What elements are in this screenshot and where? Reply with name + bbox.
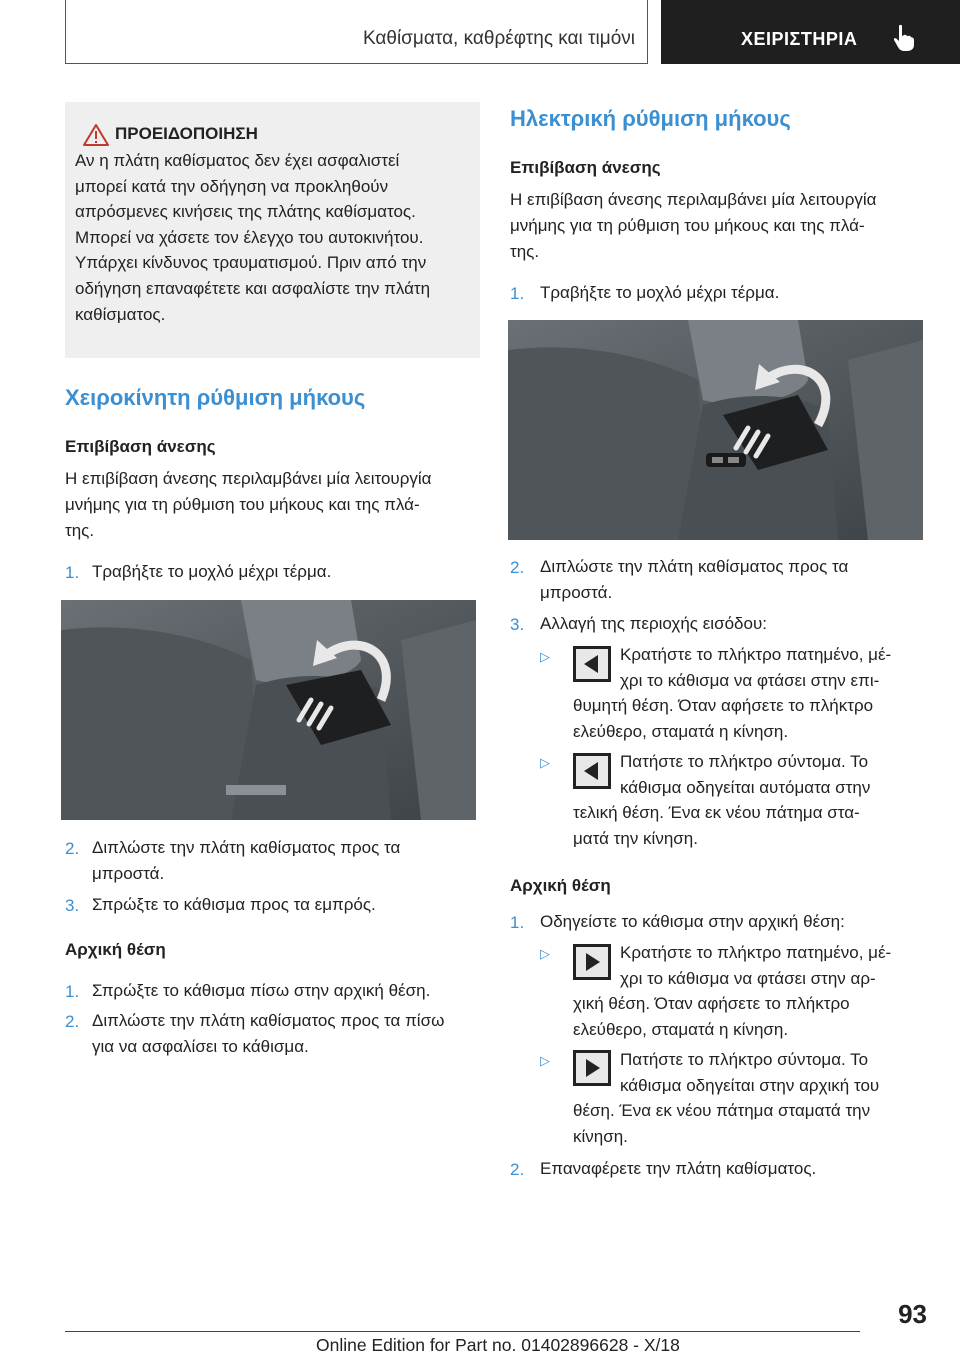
step-number: 1. xyxy=(510,284,525,303)
step-number: 2. xyxy=(65,1012,80,1031)
bullet-text: ματά την κίνηση. xyxy=(573,829,698,848)
intro-line: μνήμης για τη ρύθμιση του μήκους και της πλά- xyxy=(510,216,865,235)
seat-lever-button-photo xyxy=(508,320,923,540)
step-text: Διπλώστε την πλάτη καθίσματος προς τα πίσω xyxy=(92,1011,445,1030)
warning-line: απρόσμενες κινήσεις της πλάτης καθίσματος. xyxy=(75,202,416,222)
bullet-text: χρι το κάθισμα να φτάσει στην αρ- xyxy=(620,969,876,988)
bullet-text: θυμητή θέση. Όταν αφήσετε το πλήκτρο xyxy=(573,696,874,715)
step-number: 1. xyxy=(510,913,525,932)
step-text: Οδηγείστε το κάθισμα στην αρχική θέση: xyxy=(540,912,845,931)
warning-line: Υπάρχει κίνδυνος τραυματισμού. Πριν από την xyxy=(75,253,427,273)
bullet-marker: ▷ xyxy=(540,755,550,770)
seat-lever-illustration xyxy=(61,600,476,820)
step-text: για να ασφαλίσει το κάθισμα. xyxy=(92,1037,309,1056)
subheading-home-left: Αρχική θέση xyxy=(65,940,166,959)
seat-forward-button-icon xyxy=(573,944,611,980)
warning-line: καθίσματος. xyxy=(75,304,166,324)
online-edition-text: Online Edition for Part no. 01402896628 - X/18 xyxy=(316,1335,680,1355)
section-title: Καθίσματα, καθρέφτης και τιμόνι xyxy=(362,28,635,49)
step-text: Τραβήξτε το μοχλό μέχρι τέρμα. xyxy=(540,283,780,302)
bullet-text: θέση. Ένα εκ νέου πάτημα σταματά την xyxy=(573,1101,871,1120)
step-number: 3. xyxy=(65,896,80,915)
bullet-text: κάθισμα οδηγείται αυτόματα στην xyxy=(620,778,871,797)
bullet-text: ελεύθερο, σταματά η κίνηση. xyxy=(573,1020,789,1039)
step-text: μπροστά. xyxy=(540,583,613,602)
footer-divider xyxy=(65,1331,860,1332)
seat-forward-button-icon xyxy=(573,1050,611,1086)
header-badge xyxy=(661,0,960,64)
bullet-text: ελεύθερο, σταματά η κίνηση. xyxy=(573,722,789,741)
bullet-text: Πατήστε το πλήκτρο σύντομα. Το xyxy=(620,752,869,771)
intro-line: Η επιβίβαση άνεσης περιλαμβάνει μία λειτουργία xyxy=(510,190,877,209)
step-number: 1. xyxy=(65,982,80,1001)
step-text: Σπρώξτε το κάθισμα πίσω στην αρχική θέση. xyxy=(92,981,431,1000)
warning-icon xyxy=(83,124,109,146)
step-number: 3. xyxy=(510,615,525,634)
step-text: Τραβήξτε το μοχλό μέχρι τέρμα. xyxy=(92,562,332,581)
step-text: Αλλαγή της περιοχής εισόδου: xyxy=(540,614,767,633)
step-text: Επαναφέρετε την πλάτη καθίσματος. xyxy=(540,1159,817,1178)
intro-line: Η επιβίβαση άνεσης περιλαμβάνει μία λειτουργία xyxy=(65,469,432,488)
seat-lever-button-illustration xyxy=(508,320,923,540)
step-text: Διπλώστε την πλάτη καθίσματος προς τα xyxy=(540,557,849,576)
seat-backward-button-icon xyxy=(573,646,611,682)
seat-backward-button-icon xyxy=(573,753,611,789)
warning-line: οδήγηση επαναφέτετε και ασφαλίστε την πλάτη xyxy=(75,278,431,298)
hand-pointer-icon xyxy=(893,24,915,52)
bullet-marker: ▷ xyxy=(540,946,550,961)
bullet-text: κίνηση. xyxy=(573,1127,628,1146)
bullet-text: Κρατήστε το πλήκτρο πατημένο, μέ- xyxy=(620,943,892,962)
subheading-easy-entry-left: Επιβίβαση άνεσης xyxy=(65,437,216,456)
intro-line: της. xyxy=(65,521,95,540)
step-text: Σπρώξτε το κάθισμα προς τα εμπρός. xyxy=(92,895,376,914)
bullet-text: Κρατήστε το πλήκτρο πατημένο, μέ- xyxy=(620,645,892,664)
subheading-easy-entry-right: Επιβίβαση άνεσης xyxy=(510,158,661,177)
seat-lever-photo xyxy=(61,600,476,820)
bullet-text: χική θέση. Όταν αφήσετε το πλήκτρο xyxy=(573,994,850,1013)
bullet-text: Πατήστε το πλήκτρο σύντομα. Το xyxy=(620,1050,869,1069)
bullet-marker: ▷ xyxy=(540,649,550,664)
bullet-text: χρι το κάθισμα να φτάσει στην επι- xyxy=(620,671,880,690)
bullet-marker: ▷ xyxy=(540,1053,550,1068)
intro-line: της. xyxy=(510,242,540,261)
page-number: 93 xyxy=(898,1299,927,1329)
step-number: 2. xyxy=(510,558,525,577)
step-number: 1. xyxy=(65,563,80,582)
step-number: 2. xyxy=(65,839,80,858)
warning-line: Μπορεί να χάσετε τον έλεγχο του αυτοκινήτου. xyxy=(75,227,424,247)
heading-electric-adjust: Ηλεκτρική ρύθμιση μήκους xyxy=(510,106,791,131)
subheading-home-right: Αρχική θέση xyxy=(510,876,611,895)
step-text: μπροστά. xyxy=(92,864,165,883)
intro-line: μνήμης για τη ρύθμιση του μήκους και της πλά- xyxy=(65,495,420,514)
warning-line: μπορεί κατά την οδήγηση να προκληθούν xyxy=(75,176,389,196)
warning-box xyxy=(65,102,480,358)
step-text: Διπλώστε την πλάτη καθίσματος προς τα xyxy=(92,838,401,857)
header-section-box xyxy=(65,0,648,64)
step-number: 2. xyxy=(510,1160,525,1179)
bullet-text: τελική θέση. Ένα εκ νέου πάτημα στα- xyxy=(573,803,860,822)
bullet-text: κάθισμα οδηγείται στην αρχική του xyxy=(620,1076,880,1095)
warning-line: Αν η πλάτη καθίσματος δεν έχει ασφαλιστεί xyxy=(75,151,400,170)
heading-manual-adjust: Χειροκίνητη ρύθμιση μήκους xyxy=(65,385,366,410)
badge-label: ΧΕΙΡΙΣΤΗΡΙΑ xyxy=(741,29,858,49)
warning-title: ΠΡΟΕΙΔΟΠΟΙΗΣΗ xyxy=(115,124,258,143)
